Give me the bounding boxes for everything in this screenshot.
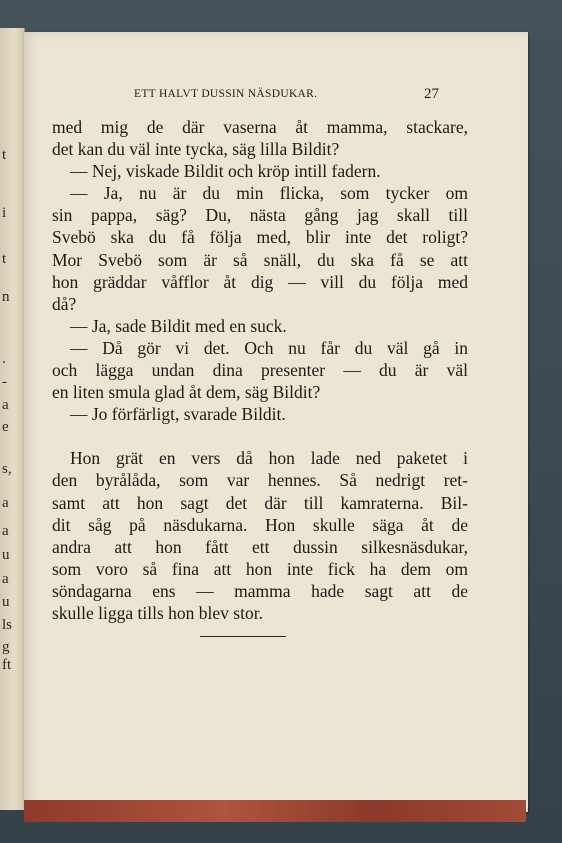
paragraph-dialogue [52,116,468,425]
previous-page-fragment: a [2,523,9,539]
text-line: sin pappa, säg? Du, nästa gång jag skall till [52,205,468,226]
previous-page-fragment: n [2,289,10,305]
previous-page-fragment: g [2,639,10,655]
previous-page-edge [0,28,25,810]
text-line: som voro så fina att hon inte fick ha dem om [52,558,468,579]
text-line: Svebö ska du få följa med, blir inte det roligt? [52,227,468,248]
text-line: — Nej, viskade Bildit och kröp intill fadern. [70,161,381,182]
book-page [24,32,528,812]
previous-page-fragment: e [2,419,9,435]
previous-page-fragment: a [2,571,9,587]
text-line: — Jo förfärligt, svarade Bildit. [70,404,286,425]
previous-page-fragment: . [2,351,6,367]
text-line: hon gräddar våfflor åt dig — vill du följa med [52,271,468,292]
text-line: — Ja, sade Bildit med en suck. [70,315,287,336]
previous-page-fragment: ls [2,617,13,633]
text-line: skulle ligga tills hon blev stor. [52,602,263,623]
previous-page-fragment: s, [2,461,12,477]
paragraph-narration [52,447,468,624]
text-line: Mor Svebö som är så snäll, du ska få se att [52,249,468,270]
previous-page-fragment: i [2,205,7,221]
previous-page-fragment: t [2,147,7,163]
section-rule [200,636,286,637]
previous-page-fragments [0,28,24,810]
text-line: — Då gör vi det. Och nu får du väl gå in [70,337,468,358]
text-line: då? [52,293,77,314]
text-line: samt att hon sagt det där till kamraterna. Bil- [52,492,468,513]
text-line: det kan du väl inte tycka, säg lilla Bildit? [52,139,340,160]
previous-page-fragment: u [2,547,10,563]
text-line: dit såg på näsdukarna. Hon skulle säga åt de [52,514,468,535]
text-line: söndagarna ens — mamma hade sagt att de [52,580,468,601]
previous-page-fragment: a [2,495,9,511]
text-line: andra att hon fått ett dussin silkesnäsdukar, [52,536,468,557]
previous-page-fragment: ft [2,657,12,673]
running-header: ETT HALVT DUSSIN NÄSDUKAR. [134,88,318,100]
text-line: — Ja, nu är du min flicka, som tycker om [70,183,468,204]
text-line: Hon grät en vers då hon lade ned paketet i [70,448,468,469]
text-line: med mig de där vaserna åt mamma, stackare, [52,117,468,137]
body-text [52,116,468,624]
previous-page-fragment: - [2,374,7,390]
paragraph-gap [52,425,468,447]
previous-page-fragment: a [2,397,9,413]
previous-page-fragment: u [2,594,10,610]
previous-page-fragment: t [2,251,7,267]
text-line: den byrålåda, som var hennes. Så nedrigt ret- [52,470,468,491]
book-cover-edge [24,800,526,822]
text-line: en liten smula glad åt dem, säg Bildit? [52,382,321,403]
text-line: och lägga undan dina presenter — du är väl [52,360,468,381]
page-number: 27 [424,86,439,102]
